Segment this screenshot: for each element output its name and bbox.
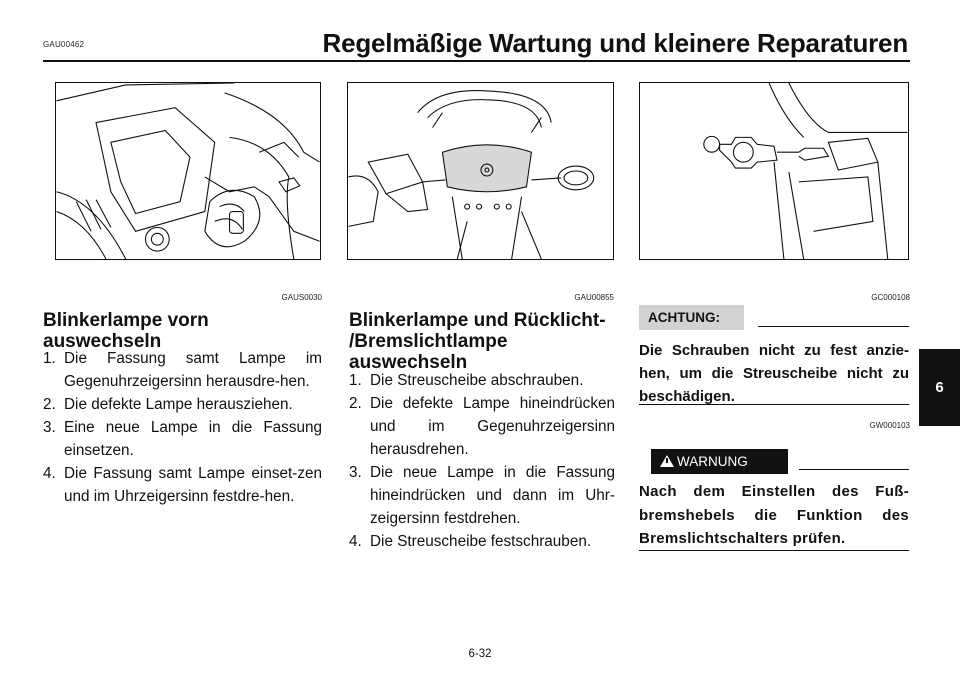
section-code: GAU00855 xyxy=(574,293,614,302)
warning-code: GW000103 xyxy=(869,421,910,430)
warning-bottom-rule xyxy=(639,550,909,551)
steps-front-signal xyxy=(43,347,322,508)
warning-rule xyxy=(799,469,909,470)
steps-rear-light xyxy=(349,369,615,553)
list-item: 3. Eine neue Lampe in die Fassung einsetzen. xyxy=(43,419,322,459)
warning-label: WARNUNG xyxy=(651,449,788,474)
list-item: 1. Die Fassung samt Lampe im Gegenuhrzeigersinn herausdre-hen. xyxy=(43,350,322,390)
list-item: 1. Die Streuscheibe abschrauben. xyxy=(349,372,584,389)
header-code: GAU00462 xyxy=(43,40,85,49)
header-rule xyxy=(43,60,910,62)
list-item: 4. Die Fassung samt Lampe einset-zen und im Uhrzeigersinn festdre-hen. xyxy=(43,465,322,505)
figure-tail-bulb xyxy=(639,82,909,260)
caution-code: GC000108 xyxy=(871,293,910,302)
list-item: 4. Die Streuscheibe festschrauben. xyxy=(349,533,592,550)
section-title-front-signal: Blinkerlampe vorn auswechseln xyxy=(43,310,209,352)
page-number: 6-32 xyxy=(468,648,492,660)
chapter-tab: 6 xyxy=(919,349,960,426)
caution-text: Die Schrauben nicht zu fest anzie-hen, um die Streuscheibe nicht zu beschädigen. xyxy=(639,342,909,405)
section-code: GAUS0030 xyxy=(281,293,322,302)
figure-front-signal xyxy=(55,82,321,260)
list-item: 3. Die neue Lampe in die Fassung hineindrücken und dann im Uhr-zeigersinn festdrehen. xyxy=(349,464,615,527)
caution-rule xyxy=(758,326,909,327)
caution-label: ACHTUNG: xyxy=(639,305,744,330)
page-title: Regelmäßige Wartung und kleinere Reparaturen xyxy=(322,28,908,58)
figure-rear-light xyxy=(347,82,614,260)
list-item: 2. Die defekte Lampe herausziehen. xyxy=(43,396,293,413)
caution-bottom-rule xyxy=(639,404,909,405)
section-title-rear-light: Blinkerlampe und Rücklicht- /Bremslichtlampe auswechseln xyxy=(349,310,606,373)
warning-text: Nach dem Einstellen des Fuß-bremshebels die Funktion des Bremslichtschalters prüfen. xyxy=(639,483,909,547)
list-item: 2. Die defekte Lampe hineindrücken und im Gegenuhrzeigersinn herausdrehen. xyxy=(349,395,615,458)
